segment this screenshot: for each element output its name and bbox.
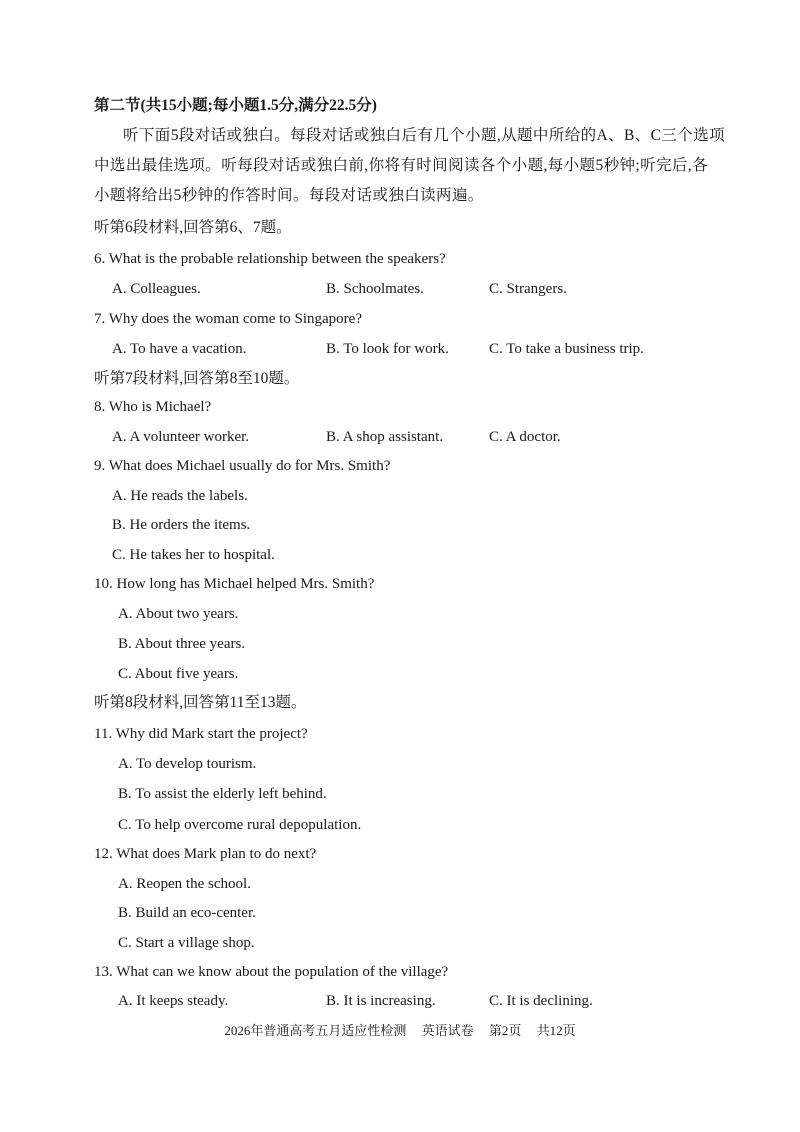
intro-line-2: 中选出最佳选项。听每段对话或独白前,你将有时间阅读各个小题,每小题5秒钟;听完后,各 (94, 157, 708, 174)
question-stem-8: 8. Who is Michael? (94, 399, 212, 415)
option-10-c: C. About five years. (118, 666, 239, 682)
group-heading-8: 听第8段材料,回答第11至13题。 (94, 694, 307, 711)
option-8-a: A. A volunteer worker. (112, 429, 250, 445)
footer-page-number: 第2页 (488, 1023, 522, 1038)
group-heading-6: 听第6段材料,回答第6、7题。 (94, 219, 292, 236)
option-6-a: A. Colleagues. (112, 281, 201, 297)
option-6-b: B. Schoolmates. (326, 281, 424, 297)
footer-total-pages: 共12页 (536, 1023, 576, 1038)
option-6-c: C. Strangers. (489, 281, 567, 297)
question-stem-13: 13. What can we know about the population of the village? (94, 964, 449, 980)
question-stem-11: 11. Why did Mark start the project? (94, 726, 308, 742)
page-footer (0, 1020, 800, 1039)
option-13-a: A. It keeps steady. (118, 993, 229, 1009)
option-11-c: C. To help overcome rural depopulation. (118, 817, 362, 833)
option-13-b: B. It is increasing. (326, 993, 436, 1009)
option-12-a: A. Reopen the school. (118, 876, 251, 892)
option-7-b: B. To look for work. (326, 341, 449, 357)
question-stem-6: 6. What is the probable relationship between the speakers? (94, 251, 446, 267)
footer-exam-name: 2026年普通高考五月适应性检测 (224, 1023, 407, 1038)
option-8-b: B. A shop assistant. (326, 429, 444, 445)
option-7-a: A. To have a vacation. (112, 341, 247, 357)
question-stem-9: 9. What does Michael usually do for Mrs. Smith? (94, 458, 391, 474)
option-9-c: C. He takes her to hospital. (112, 547, 275, 563)
option-11-a: A. To develop tourism. (118, 756, 257, 772)
option-13-c: C. It is declining. (489, 993, 593, 1009)
intro-line-3: 小题将给出5秒钟的作答时间。每段对话或独白读两遍。 (94, 187, 484, 204)
question-stem-7: 7. Why does the woman come to Singapore? (94, 311, 362, 327)
footer-subject: 英语试卷 (421, 1023, 474, 1038)
option-12-b: B. Build an eco-center. (118, 905, 256, 921)
option-12-c: C. Start a village shop. (118, 935, 255, 951)
option-9-a: A. He reads the labels. (112, 488, 248, 504)
option-10-b: B. About three years. (118, 636, 246, 652)
option-7-c: C. To take a business trip. (489, 341, 644, 357)
option-9-b: B. He orders the items. (112, 517, 251, 533)
question-stem-12: 12. What does Mark plan to do next? (94, 846, 317, 862)
intro-line-1: 听下面5段对话或独白。每段对话或独白后有几个小题,从题中所给的A、B、C三个选项 (123, 127, 725, 144)
option-10-a: A. About two years. (118, 606, 239, 622)
question-stem-10: 10. How long has Michael helped Mrs. Smith? (94, 576, 375, 592)
group-heading-7: 听第7段材料,回答第8至10题。 (94, 370, 300, 387)
section-title: 第二节(共15小题;每小题1.5分,满分22.5分) (94, 97, 377, 114)
option-11-b: B. To assist the elderly left behind. (118, 786, 327, 802)
option-8-c: C. A doctor. (489, 429, 561, 445)
